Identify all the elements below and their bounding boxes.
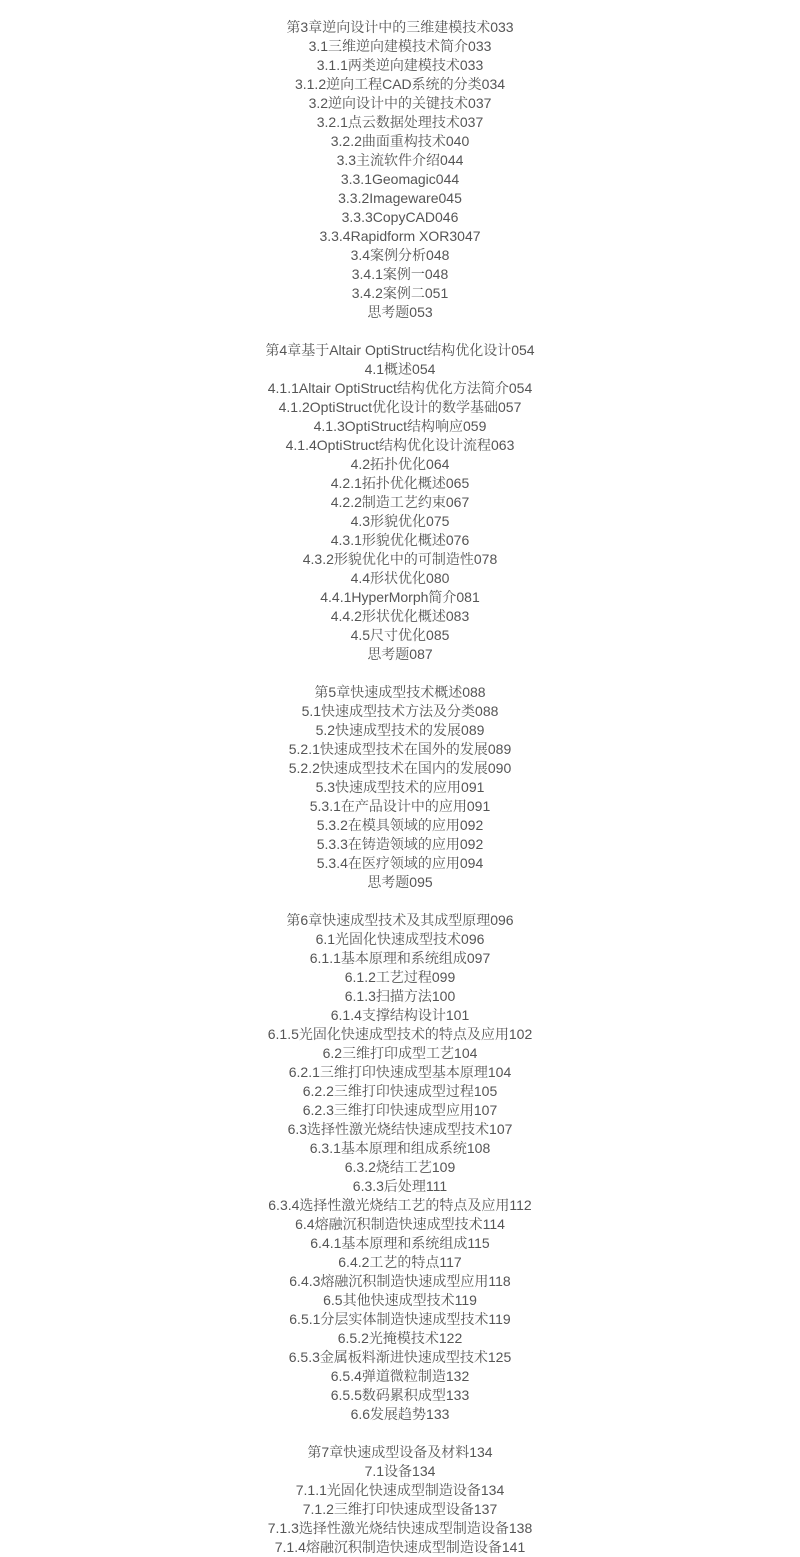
toc-entry: 3.1.1两类逆向建模技术033 (316, 57, 484, 73)
toc-entry: 6.1.1基本原理和系统组成097 (309, 950, 491, 966)
toc-entry: 4.1.1Altair OptiStruct结构优化方法简介054 (267, 380, 533, 396)
chapter-spacer (0, 322, 800, 341)
toc-entry: 6.1.4支撑结构设计101 (330, 1007, 470, 1023)
toc-entry: 5.3.1在产品设计中的应用091 (309, 798, 491, 814)
toc-entry: 4.3形貌优化075 (350, 513, 450, 529)
toc-entry: 6.3.1基本原理和组成系统108 (309, 1140, 491, 1156)
table-of-contents (0, 18, 800, 1557)
toc-entry: 6.1.3扫描方法100 (344, 988, 456, 1004)
chapter-heading: 第5章快速成型技术概述088 (314, 684, 486, 700)
chapter-spacer (0, 892, 800, 911)
toc-entry: 5.3.4在医疗领域的应用094 (316, 855, 484, 871)
toc-entry: 5.3快速成型技术的应用091 (315, 779, 485, 795)
toc-entry: 5.1快速成型技术方法及分类088 (301, 703, 499, 719)
toc-entry: 6.4熔融沉积制造快速成型技术114 (295, 1216, 505, 1232)
toc-entry: 5.2.1快速成型技术在国外的发展089 (288, 741, 512, 757)
toc-entry: 4.5尺寸优化085 (350, 627, 450, 643)
toc-entry: 4.1.2OptiStruct优化设计的数学基础057 (278, 399, 522, 415)
toc-entry: 6.3.4选择性激光烧结工艺的特点及应用112 (268, 1197, 532, 1213)
toc-entry: 6.1.5光固化快速成型技术的特点及应用102 (267, 1026, 533, 1042)
toc-entry: 4.2.2制造工艺约束067 (330, 494, 470, 510)
toc-entry: 6.1光固化快速成型技术096 (315, 931, 485, 947)
toc-entry: 3.2逆向设计中的关键技术037 (308, 95, 492, 111)
toc-entry: 4.2.1拓扑优化概述065 (330, 475, 470, 491)
toc-entry: 6.2.1三维打印快速成型基本原理104 (288, 1064, 512, 1080)
toc-entry: 3.4.1案例一048 (351, 266, 449, 282)
toc-entry: 5.3.3在铸造领域的应用092 (316, 836, 484, 852)
toc-entry: 6.4.1基本原理和系统组成115 (310, 1235, 490, 1251)
chapter-heading: 第3章逆向设计中的三维建模技术033 (286, 19, 514, 35)
chapter-heading: 第6章快速成型技术及其成型原理096 (286, 912, 514, 928)
toc-entry: 7.1.1光固化快速成型制造设备134 (295, 1482, 505, 1498)
toc-entry: 6.5其他快速成型技术119 (323, 1292, 477, 1308)
toc-entry: 7.1.2三维打印快速成型设备137 (302, 1501, 498, 1517)
toc-entry: 3.3.4Rapidform XOR3047 (319, 228, 481, 244)
toc-entry: 6.5.4弹道微粒制造132 (330, 1368, 470, 1384)
chapter-heading: 第7章快速成型设备及材料134 (307, 1444, 493, 1460)
toc-entry: 4.3.2形貌优化中的可制造性078 (302, 551, 498, 567)
toc-entry: 思考题053 (367, 304, 433, 320)
toc-entry: 思考题087 (367, 646, 433, 662)
toc-entry: 3.3.2Imageware045 (338, 190, 462, 206)
toc-entry: 6.5.3金属板料渐进快速成型技术125 (288, 1349, 512, 1365)
toc-entry: 7.1.4熔融沉积制造快速成型制造设备141 (274, 1539, 526, 1555)
toc-entry: 6.6发展趋势133 (350, 1406, 450, 1422)
toc-entry: 3.3.1Geomagic044 (340, 171, 460, 187)
toc-entry: 5.2.2快速成型技术在国内的发展090 (288, 760, 512, 776)
toc-entry: 6.4.2工艺的特点117 (338, 1254, 462, 1270)
toc-entry: 6.2.2三维打印快速成型过程105 (302, 1083, 498, 1099)
toc-entry: 3.2.1点云数据处理技术037 (316, 114, 484, 130)
toc-entry: 4.4形状优化080 (350, 570, 450, 586)
toc-entry: 3.4案例分析048 (350, 247, 450, 263)
toc-entry: 6.2.3三维打印快速成型应用107 (302, 1102, 498, 1118)
toc-entry: 6.2三维打印成型工艺104 (322, 1045, 478, 1061)
toc-entry: 6.5.1分层实体制造快速成型技术119 (289, 1311, 511, 1327)
chapter-heading: 第4章基于Altair OptiStruct结构优化设计054 (265, 342, 535, 358)
toc-entry: 3.3.3CopyCAD046 (341, 209, 459, 225)
toc-entry: 6.5.2光掩模技术122 (337, 1330, 463, 1346)
toc-entry: 6.4.3熔融沉积制造快速成型应用118 (289, 1273, 511, 1289)
chapter-spacer (0, 1424, 800, 1443)
toc-entry: 6.3.2烧结工艺109 (344, 1159, 456, 1175)
toc-entry: 4.4.2形状优化概述083 (330, 608, 470, 624)
toc-entry: 4.2拓扑优化064 (350, 456, 450, 472)
toc-entry: 6.3选择性激光烧结快速成型技术107 (287, 1121, 513, 1137)
toc-entry: 3.4.2案例二051 (351, 285, 449, 301)
toc-entry: 4.3.1形貌优化概述076 (330, 532, 470, 548)
toc-entry: 4.1.4OptiStruct结构优化设计流程063 (285, 437, 515, 453)
toc-entry: 3.2.2曲面重构技术040 (330, 133, 470, 149)
toc-entry: 7.1设备134 (364, 1463, 436, 1479)
toc-entry: 4.4.1HyperMorph简介081 (320, 589, 480, 605)
toc-entry: 4.1概述054 (364, 361, 436, 377)
toc-entry: 3.1三维逆向建模技术简介033 (308, 38, 492, 54)
toc-entry: 6.5.5数码累积成型133 (330, 1387, 470, 1403)
toc-entry: 6.1.2工艺过程099 (344, 969, 456, 985)
toc-entry: 3.3主流软件介绍044 (336, 152, 464, 168)
toc-entry: 4.1.3OptiStruct结构响应059 (313, 418, 487, 434)
toc-entry: 6.3.3后处理111 (352, 1178, 448, 1194)
toc-entry: 5.2快速成型技术的发展089 (315, 722, 485, 738)
toc-entry: 思考题095 (367, 874, 433, 890)
toc-entry: 5.3.2在模具领域的应用092 (316, 817, 484, 833)
toc-entry: 7.1.3选择性激光烧结快速成型制造设备138 (267, 1520, 533, 1536)
chapter-spacer (0, 664, 800, 683)
toc-entry: 3.1.2逆向工程CAD系统的分类034 (294, 76, 506, 92)
